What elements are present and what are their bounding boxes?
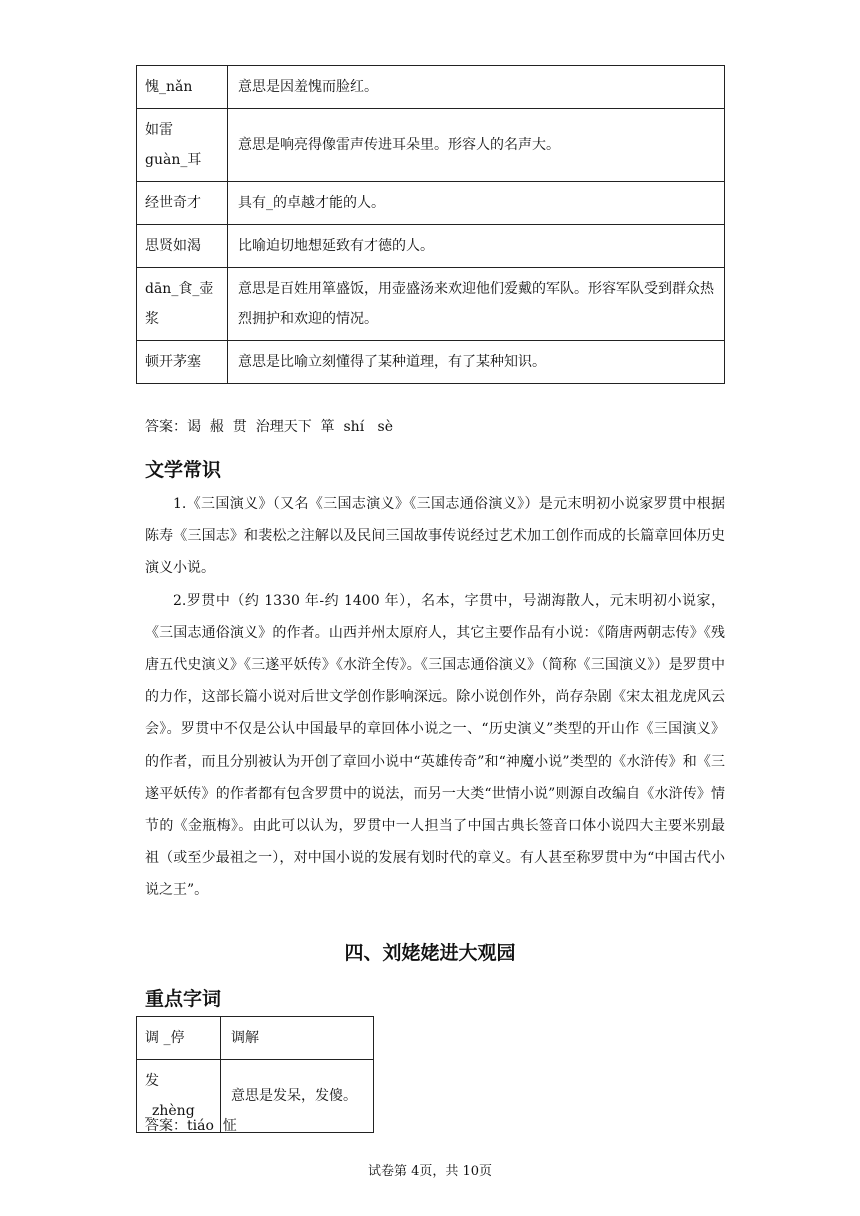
term-cell: 调 _停 <box>137 1017 221 1060</box>
term-cell: 愧_nǎn <box>137 66 228 109</box>
term-cell: 经世奇才 <box>137 182 228 225</box>
paragraph: 1.《三国演义》（又名《三国志演义》《三国志通俗演义》）是元末明初小说家罗贯中根据陈寿《三国志》和裴松之注解以及民间三国故事传说经过艺术加工创作而成的长篇章回体历史演义小说。 <box>145 496 725 577</box>
meaning-cell: 调解 <box>221 1017 374 1060</box>
term-cell: 思贤如渴 <box>137 225 228 268</box>
meaning-cell: 意思是百姓用箪盛饭，用壶盛汤来欢迎他们爱戴的军队。形容军队受到群众热烈拥护和欢迎的情况。 <box>228 268 725 341</box>
table-row <box>137 109 725 182</box>
term-cell: 发 _zhèng <box>137 1060 221 1133</box>
meaning-cell: 意思是比喻立刻懂得了某种道理，有了某种知识。 <box>228 341 725 384</box>
term-cell: dān_食_壶浆 <box>137 268 228 341</box>
table-row <box>137 268 725 341</box>
term-cell: 如雷 guàn_耳 <box>137 109 228 182</box>
table-row <box>137 225 725 268</box>
chapter-title: 四、刘姥姥进大观园 <box>344 942 516 964</box>
meaning-cell: 具有_的卓越才能的人。 <box>228 182 725 225</box>
table-row <box>137 182 725 225</box>
paragraph: 2.罗贯中（约 1330 年-约 1400 年），名本，字贯中，号湖海散人，元末明初小说家，《三国志通俗演义》的作者。山西并州太原府人，其它主要作品有小说：《隋唐两朝志传》《残唐五代史演义》《三遂平妖传》《水浒全传》。《三国志通俗演义》（简称《三国演义》）是罗贯中的力作，这部长篇小说对后世文学创作影响深远。除小说创作外，尚存杂剧《宋太祖龙虎风云会》。罗贯中不仅是公认中国最早的章回体小说之一、“历史演义”类型的开山作《三国演义》的作者，而且分别被认为开创了章回小说中“英雄传奇”和“神魔小说”类型的《水浒传》和《三遂平妖传》的作者都有包含罗贯中的说法，而另一大类“世情小说”则源自改编自《水浒传》情节的《金瓶梅》。由此可以认为，罗贯中一人担当了中国古典长签音口体小说四大主要米别最祖（或至少最祖之一），对中国小说的发展有划时代的章义。有人甚至称罗贯中为“中国古代小说之王”。 <box>145 592 725 899</box>
meaning-cell: 意思是响亮得像雷声传进耳朵里。形容人的名声大。 <box>228 109 725 182</box>
answer-line: 答案：谒 赧 贯 治理天下 箪 shí sè <box>145 419 394 435</box>
literature-text <box>145 488 725 907</box>
section-heading: 文学常识 <box>145 459 222 481</box>
answer-line: 答案：tiáo 怔 <box>145 1118 237 1134</box>
table-row <box>137 1017 374 1060</box>
section-heading: 重点字词 <box>145 988 222 1010</box>
meaning-cell: 意思是因羞愧而脸红。 <box>228 66 725 109</box>
table-row <box>137 66 725 109</box>
meaning-cell: 意思是发呆，发傻。 <box>221 1060 374 1133</box>
table-row <box>137 341 725 384</box>
vocab-table <box>136 65 725 384</box>
term-cell: 顿开茅塞 <box>137 341 228 384</box>
page-footer: 试卷第 4页，共 10页 <box>367 1164 493 1179</box>
meaning-cell: 比喻迫切地想延致有才德的人。 <box>228 225 725 268</box>
